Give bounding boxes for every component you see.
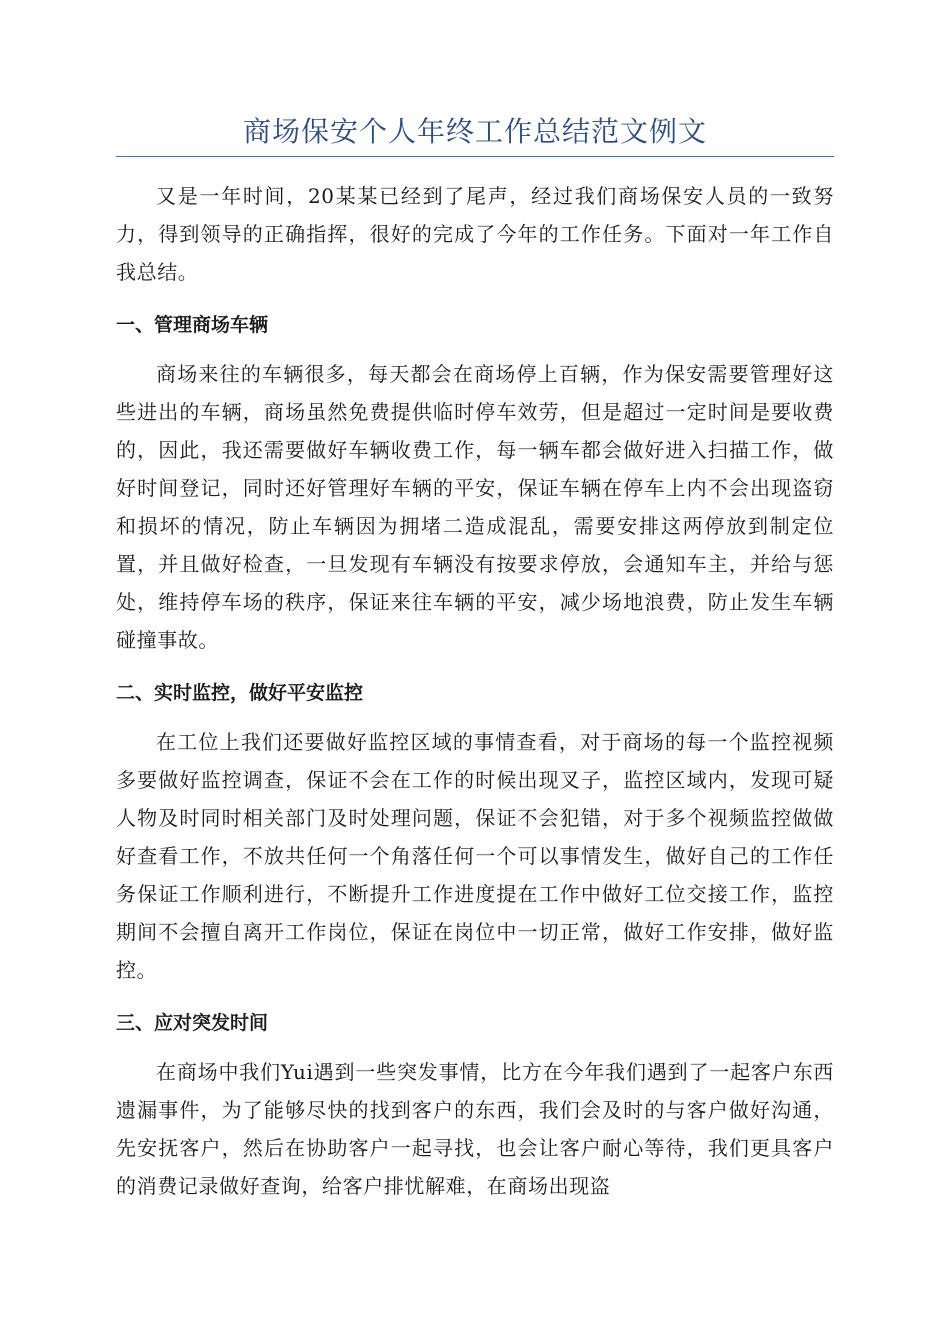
section-body: 商场来往的车辆很多，每天都会在商场停上百辆，作为保安需要管理好这些进出的车辆，商场虽然免费提供临时停车效劳，但是超过一定时间是要收费的，因此，我还需要做好车辆收费工作，每一辆车都会做好进入扫描工作，做好时间登记，同时还好管理好车辆的平安，保证车辆在停车上内不会出现盗窃和损坏的情况，防止车辆因为拥堵二造成混乱，需要安排这两停放到制定位置，并且做好检查，一旦发现有车辆没有按要求停放，会通知车主，并给与惩处，维持停车场的秩序，保证来往车辆的平安，减少场地浪费，防止发生车辆碰撞事故。 <box>116 362 834 652</box>
section-heading: 三、应对突发时间 <box>116 1012 269 1034</box>
section-realtime-monitoring <box>116 675 834 989</box>
section-vehicle-management <box>116 307 834 659</box>
document-title: 商场保安个人年终工作总结范文例文 <box>116 110 834 157</box>
section-body: 在工位上我们还要做好监控区域的事情查看，对于商场的每一个监控视频多要做好监控调查，保证不会在工作的时候出现叉子，监控区域内，发现可疑人物及时同时相关部门及时处理问题，保证不会犯错，对于多个视频监控做做好查看工作，不放共任何一个角落任何一个可以事情发生，做好自己的工作任务保证工作顺利进行，不断提升工作进度提在工作中做好工位交接工作，监控期间不会擅自离开工作岗位，保证在岗位中一切正常，做好工作安排，做好监控。 <box>116 730 834 982</box>
section-heading: 一、管理商场车辆 <box>116 314 269 336</box>
section-emergency-response <box>116 1005 834 1205</box>
section-heading: 二、实时监控，做好平安监控 <box>116 682 364 704</box>
document-page <box>116 110 834 1205</box>
intro-paragraph: 又是一年时间，20某某已经到了尾声，经过我们商场保安人员的一致努力，得到领导的正确指挥，很好的完成了今年的工作任务。下面对一年工作自我总结。 <box>116 184 834 284</box>
section-body: 在商场中我们Yui遇到一些突发事情，比方在今年我们遇到了一起客户东西遗漏事件，为了能够尽快的找到客户的东西，我们会及时的与客户做好沟通，先安抚客户，然后在协助客户一起寻找，也会让客户耐心等待，我们更具客户的消费记录做好查询，给客户排忧解难，在商场出现盗 <box>116 1060 834 1198</box>
